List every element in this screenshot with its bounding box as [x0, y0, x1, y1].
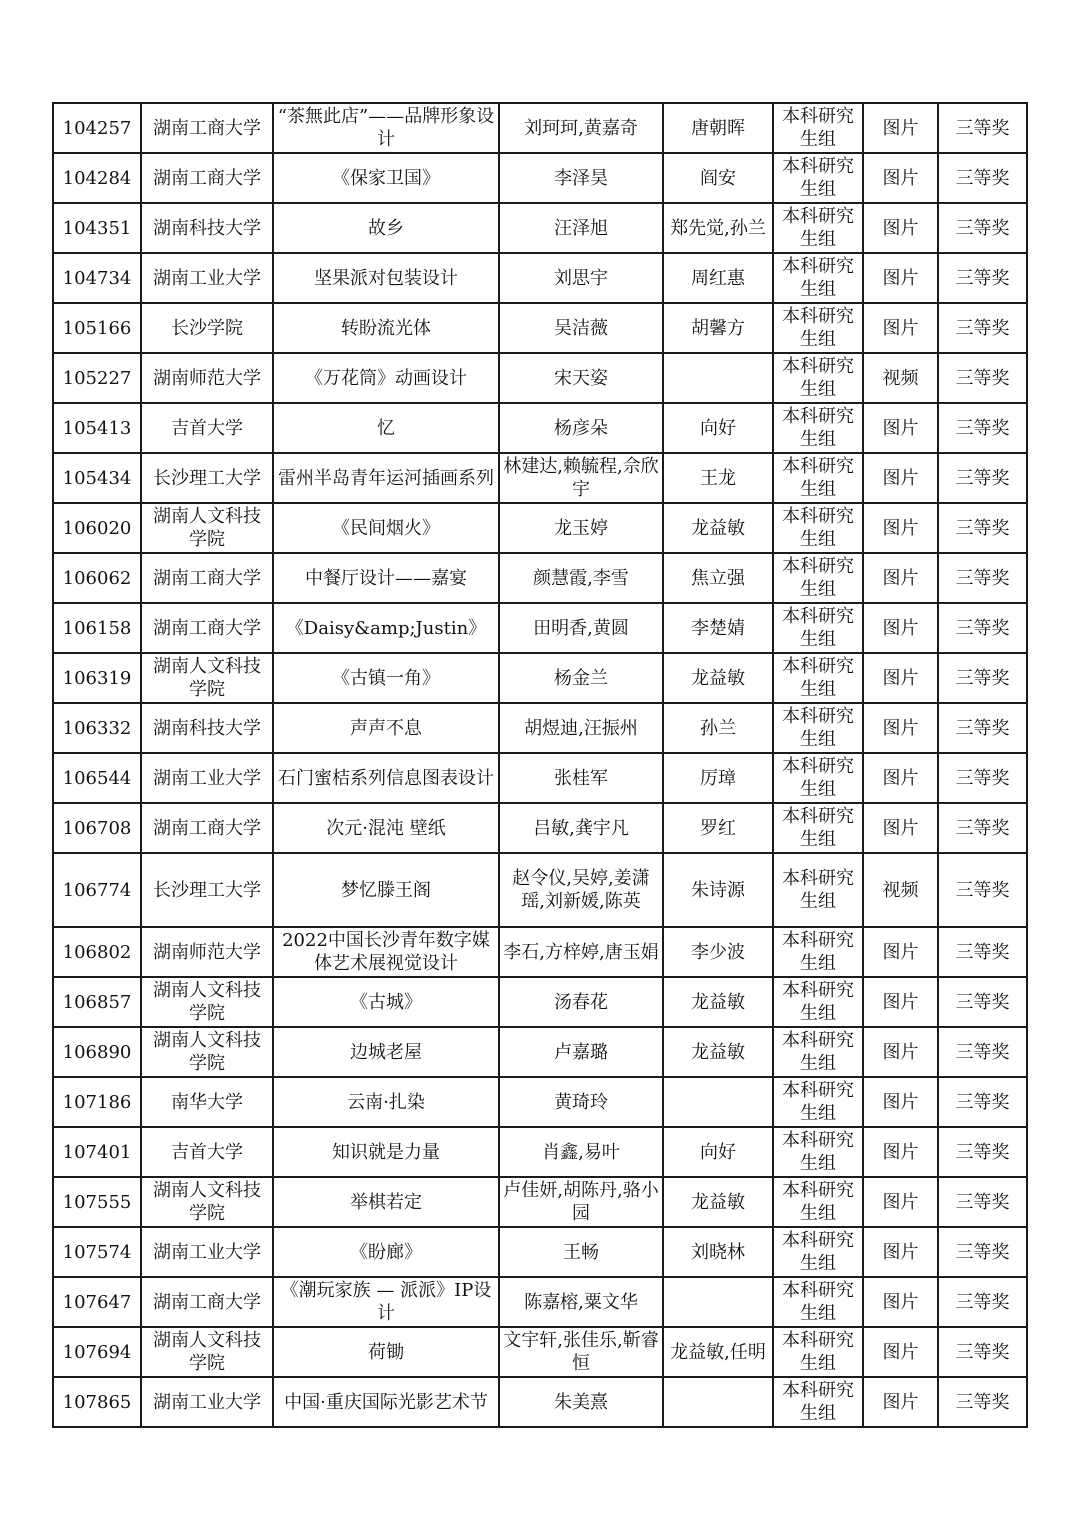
entry-id-cell: 106802	[53, 927, 141, 977]
school-cell: 湖南师范大学	[141, 353, 273, 403]
advisor-cell	[663, 353, 773, 403]
work-title-cell: 《万花筒》动画设计	[273, 353, 499, 403]
advisor-cell: 龙益敏	[663, 1177, 773, 1227]
work-title-cell: 2022中国长沙青年数字媒体艺术展视觉设计	[273, 927, 499, 977]
work-title-cell: 《古镇一角》	[273, 653, 499, 703]
authors-cell: 王畅	[499, 1227, 663, 1277]
work-type-cell: 图片	[863, 703, 938, 753]
school-cell: 湖南工业大学	[141, 753, 273, 803]
table-row	[53, 1177, 1027, 1227]
entry-id-cell: 106158	[53, 603, 141, 653]
entry-id-cell: 107647	[53, 1277, 141, 1327]
school-cell: 湖南人文科技学院	[141, 1177, 273, 1227]
advisor-cell: 胡馨方	[663, 303, 773, 353]
award-table-body	[53, 103, 1027, 1427]
group-cell: 本科研究生组	[773, 553, 863, 603]
award-table	[52, 102, 1028, 1428]
award-cell: 三等奖	[938, 1177, 1027, 1227]
school-cell: 吉首大学	[141, 403, 273, 453]
work-title-cell: 边城老屋	[273, 1027, 499, 1077]
work-title-cell: 知识就是力量	[273, 1127, 499, 1177]
work-title-cell: 雷州半岛青年运河插画系列	[273, 453, 499, 503]
work-type-cell: 图片	[863, 553, 938, 603]
advisor-cell: 龙益敏	[663, 653, 773, 703]
authors-cell: 汪泽旭	[499, 203, 663, 253]
authors-cell: 龙玉婷	[499, 503, 663, 553]
table-row	[53, 1227, 1027, 1277]
advisor-cell: 朱诗源	[663, 853, 773, 927]
table-row	[53, 503, 1027, 553]
school-cell: 湖南工商大学	[141, 103, 273, 153]
table-row	[53, 603, 1027, 653]
school-cell: 长沙理工大学	[141, 853, 273, 927]
work-type-cell: 图片	[863, 1177, 938, 1227]
group-cell: 本科研究生组	[773, 1127, 863, 1177]
advisor-cell: 龙益敏	[663, 977, 773, 1027]
advisor-cell: 龙益敏	[663, 503, 773, 553]
authors-cell: 肖鑫,易叶	[499, 1127, 663, 1177]
work-type-cell: 视频	[863, 853, 938, 927]
work-title-cell: 举棋若定	[273, 1177, 499, 1227]
authors-cell: 李泽昊	[499, 153, 663, 203]
work-type-cell: 图片	[863, 203, 938, 253]
award-cell: 三等奖	[938, 553, 1027, 603]
authors-cell: 宋天姿	[499, 353, 663, 403]
authors-cell: 卢嘉璐	[499, 1027, 663, 1077]
entry-id-cell: 105166	[53, 303, 141, 353]
authors-cell: 张桂军	[499, 753, 663, 803]
entry-id-cell: 105413	[53, 403, 141, 453]
award-cell: 三等奖	[938, 977, 1027, 1027]
table-row	[53, 553, 1027, 603]
table-row	[53, 453, 1027, 503]
work-type-cell: 图片	[863, 653, 938, 703]
group-cell: 本科研究生组	[773, 703, 863, 753]
authors-cell: 田明香,黄圆	[499, 603, 663, 653]
authors-cell: 陈嘉榕,粟文华	[499, 1277, 663, 1327]
school-cell: 湖南科技大学	[141, 203, 273, 253]
school-cell: 湖南工业大学	[141, 253, 273, 303]
award-cell: 三等奖	[938, 1127, 1027, 1177]
work-title-cell: 坚果派对包装设计	[273, 253, 499, 303]
work-type-cell: 图片	[863, 1227, 938, 1277]
group-cell: 本科研究生组	[773, 153, 863, 203]
entry-id-cell: 105434	[53, 453, 141, 503]
entry-id-cell: 107186	[53, 1077, 141, 1127]
authors-cell: 赵令仪,吴婷,姜潇瑶,刘新媛,陈英	[499, 853, 663, 927]
school-cell: 湖南人文科技学院	[141, 1027, 273, 1077]
work-title-cell: 石门蜜桔系列信息图表设计	[273, 753, 499, 803]
table-row	[53, 203, 1027, 253]
school-cell: 吉首大学	[141, 1127, 273, 1177]
group-cell: 本科研究生组	[773, 803, 863, 853]
table-row	[53, 753, 1027, 803]
group-cell: 本科研究生组	[773, 1027, 863, 1077]
advisor-cell: 龙益敏,任明	[663, 1327, 773, 1377]
table-row	[53, 1027, 1027, 1077]
school-cell: 湖南工商大学	[141, 153, 273, 203]
entry-id-cell: 107574	[53, 1227, 141, 1277]
entry-id-cell: 106020	[53, 503, 141, 553]
award-cell: 三等奖	[938, 403, 1027, 453]
award-cell: 三等奖	[938, 353, 1027, 403]
group-cell: 本科研究生组	[773, 303, 863, 353]
work-type-cell: 图片	[863, 753, 938, 803]
award-cell: 三等奖	[938, 103, 1027, 153]
advisor-cell: 龙益敏	[663, 1027, 773, 1077]
table-row	[53, 253, 1027, 303]
authors-cell: 吕敏,龚宇凡	[499, 803, 663, 853]
work-type-cell: 图片	[863, 153, 938, 203]
group-cell: 本科研究生组	[773, 977, 863, 1027]
work-title-cell: 《古城》	[273, 977, 499, 1027]
entry-id-cell: 107694	[53, 1327, 141, 1377]
school-cell: 湖南人文科技学院	[141, 977, 273, 1027]
authors-cell: 杨彦朵	[499, 403, 663, 453]
advisor-cell: 李少波	[663, 927, 773, 977]
authors-cell: 林建达,赖毓程,佘欣宇	[499, 453, 663, 503]
work-type-cell: 图片	[863, 803, 938, 853]
school-cell: 湖南人文科技学院	[141, 1327, 273, 1377]
award-cell: 三等奖	[938, 603, 1027, 653]
entry-id-cell: 107555	[53, 1177, 141, 1227]
school-cell: 长沙理工大学	[141, 453, 273, 503]
work-type-cell: 图片	[863, 1327, 938, 1377]
award-cell: 三等奖	[938, 1327, 1027, 1377]
work-type-cell: 图片	[863, 1027, 938, 1077]
advisor-cell: 向好	[663, 403, 773, 453]
work-title-cell: 梦忆滕王阁	[273, 853, 499, 927]
advisor-cell: 厉璋	[663, 753, 773, 803]
authors-cell: 颜慧霞,李雪	[499, 553, 663, 603]
table-row	[53, 1377, 1027, 1427]
school-cell: 湖南人文科技学院	[141, 653, 273, 703]
table-row	[53, 703, 1027, 753]
entry-id-cell: 107865	[53, 1377, 141, 1427]
advisor-cell	[663, 1077, 773, 1127]
group-cell: 本科研究生组	[773, 1177, 863, 1227]
work-title-cell: 云南·扎染	[273, 1077, 499, 1127]
school-cell: 湖南科技大学	[141, 703, 273, 753]
school-cell: 湖南工商大学	[141, 603, 273, 653]
work-title-cell: 中餐厅设计——嘉宴	[273, 553, 499, 603]
authors-cell: 胡煜迪,汪振州	[499, 703, 663, 753]
group-cell: 本科研究生组	[773, 1277, 863, 1327]
table-row	[53, 1277, 1027, 1327]
table-row	[53, 853, 1027, 927]
entry-id-cell: 106062	[53, 553, 141, 603]
group-cell: 本科研究生组	[773, 1377, 863, 1427]
entry-id-cell: 107401	[53, 1127, 141, 1177]
award-cell: 三等奖	[938, 1027, 1027, 1077]
work-title-cell: 转盼流光体	[273, 303, 499, 353]
group-cell: 本科研究生组	[773, 853, 863, 927]
group-cell: 本科研究生组	[773, 653, 863, 703]
table-row	[53, 303, 1027, 353]
table-row	[53, 353, 1027, 403]
work-type-cell: 图片	[863, 603, 938, 653]
award-cell: 三等奖	[938, 153, 1027, 203]
advisor-cell: 焦立强	[663, 553, 773, 603]
table-row	[53, 153, 1027, 203]
authors-cell: 黄琦玲	[499, 1077, 663, 1127]
group-cell: 本科研究生组	[773, 203, 863, 253]
school-cell: 南华大学	[141, 1077, 273, 1127]
school-cell: 湖南工商大学	[141, 553, 273, 603]
group-cell: 本科研究生组	[773, 1327, 863, 1377]
work-type-cell: 图片	[863, 1277, 938, 1327]
award-cell: 三等奖	[938, 253, 1027, 303]
work-title-cell: 声声不息	[273, 703, 499, 753]
work-type-cell: 图片	[863, 1127, 938, 1177]
advisor-cell: 周红惠	[663, 253, 773, 303]
advisor-cell: 王龙	[663, 453, 773, 503]
advisor-cell: 刘晓林	[663, 1227, 773, 1277]
advisor-cell: 阎安	[663, 153, 773, 203]
work-type-cell: 图片	[863, 1077, 938, 1127]
work-type-cell: 图片	[863, 453, 938, 503]
authors-cell: 文宇轩,张佳乐,靳睿恒	[499, 1327, 663, 1377]
advisor-cell	[663, 1277, 773, 1327]
work-title-cell: 《保家卫国》	[273, 153, 499, 203]
work-title-cell: “茶無此店”——品牌形象设计	[273, 103, 499, 153]
authors-cell: 刘珂珂,黄嘉奇	[499, 103, 663, 153]
entry-id-cell: 105227	[53, 353, 141, 403]
table-row	[53, 403, 1027, 453]
work-type-cell: 图片	[863, 977, 938, 1027]
award-cell: 三等奖	[938, 503, 1027, 553]
school-cell: 湖南人文科技学院	[141, 503, 273, 553]
work-type-cell: 图片	[863, 503, 938, 553]
work-type-cell: 图片	[863, 253, 938, 303]
advisor-cell: 孙兰	[663, 703, 773, 753]
work-title-cell: 《盼廊》	[273, 1227, 499, 1277]
work-title-cell: 《Daisy&amp;Justin》	[273, 603, 499, 653]
school-cell: 长沙学院	[141, 303, 273, 353]
authors-cell: 卢佳妍,胡陈丹,骆小园	[499, 1177, 663, 1227]
group-cell: 本科研究生组	[773, 103, 863, 153]
award-cell: 三等奖	[938, 703, 1027, 753]
table-row	[53, 1077, 1027, 1127]
table-row	[53, 1127, 1027, 1177]
award-cell: 三等奖	[938, 453, 1027, 503]
table-row	[53, 1327, 1027, 1377]
work-type-cell: 图片	[863, 103, 938, 153]
group-cell: 本科研究生组	[773, 453, 863, 503]
entry-id-cell: 106774	[53, 853, 141, 927]
school-cell: 湖南师范大学	[141, 927, 273, 977]
award-cell: 三等奖	[938, 1077, 1027, 1127]
advisor-cell	[663, 1377, 773, 1427]
authors-cell: 汤春花	[499, 977, 663, 1027]
authors-cell: 朱美熹	[499, 1377, 663, 1427]
award-cell: 三等奖	[938, 1377, 1027, 1427]
work-title-cell: 《潮玩家族 — 派派》IP设计	[273, 1277, 499, 1327]
award-cell: 三等奖	[938, 203, 1027, 253]
work-type-cell: 图片	[863, 303, 938, 353]
work-title-cell: 中国·重庆国际光影艺术节	[273, 1377, 499, 1427]
award-cell: 三等奖	[938, 1227, 1027, 1277]
group-cell: 本科研究生组	[773, 503, 863, 553]
work-type-cell: 图片	[863, 403, 938, 453]
advisor-cell: 罗红	[663, 803, 773, 853]
table-row	[53, 977, 1027, 1027]
entry-id-cell: 106319	[53, 653, 141, 703]
work-title-cell: 次元·混沌 壁纸	[273, 803, 499, 853]
authors-cell: 李石,方梓婷,唐玉娟	[499, 927, 663, 977]
work-title-cell: 故乡	[273, 203, 499, 253]
work-title-cell: 荷锄	[273, 1327, 499, 1377]
authors-cell: 吴洁薇	[499, 303, 663, 353]
school-cell: 湖南工商大学	[141, 803, 273, 853]
group-cell: 本科研究生组	[773, 253, 863, 303]
award-cell: 三等奖	[938, 803, 1027, 853]
work-type-cell: 图片	[863, 1377, 938, 1427]
school-cell: 湖南工业大学	[141, 1227, 273, 1277]
award-cell: 三等奖	[938, 1277, 1027, 1327]
table-row	[53, 103, 1027, 153]
group-cell: 本科研究生组	[773, 927, 863, 977]
school-cell: 湖南工业大学	[141, 1377, 273, 1427]
school-cell: 湖南工商大学	[141, 1277, 273, 1327]
award-cell: 三等奖	[938, 927, 1027, 977]
award-cell: 三等奖	[938, 853, 1027, 927]
entry-id-cell: 104257	[53, 103, 141, 153]
table-row	[53, 653, 1027, 703]
entry-id-cell: 106857	[53, 977, 141, 1027]
work-title-cell: 忆	[273, 403, 499, 453]
entry-id-cell: 106708	[53, 803, 141, 853]
table-row	[53, 803, 1027, 853]
entry-id-cell: 106890	[53, 1027, 141, 1077]
award-list-sheet	[52, 102, 1026, 1428]
table-row	[53, 927, 1027, 977]
award-cell: 三等奖	[938, 753, 1027, 803]
advisor-cell: 李楚婧	[663, 603, 773, 653]
advisor-cell: 向好	[663, 1127, 773, 1177]
group-cell: 本科研究生组	[773, 353, 863, 403]
entry-id-cell: 106544	[53, 753, 141, 803]
group-cell: 本科研究生组	[773, 603, 863, 653]
entry-id-cell: 106332	[53, 703, 141, 753]
group-cell: 本科研究生组	[773, 1077, 863, 1127]
entry-id-cell: 104734	[53, 253, 141, 303]
authors-cell: 杨金兰	[499, 653, 663, 703]
advisor-cell: 唐朝晖	[663, 103, 773, 153]
entry-id-cell: 104284	[53, 153, 141, 203]
award-cell: 三等奖	[938, 653, 1027, 703]
work-title-cell: 《民间烟火》	[273, 503, 499, 553]
group-cell: 本科研究生组	[773, 403, 863, 453]
advisor-cell: 郑先觉,孙兰	[663, 203, 773, 253]
group-cell: 本科研究生组	[773, 1227, 863, 1277]
authors-cell: 刘思宇	[499, 253, 663, 303]
entry-id-cell: 104351	[53, 203, 141, 253]
award-cell: 三等奖	[938, 303, 1027, 353]
work-type-cell: 图片	[863, 927, 938, 977]
work-type-cell: 视频	[863, 353, 938, 403]
group-cell: 本科研究生组	[773, 753, 863, 803]
